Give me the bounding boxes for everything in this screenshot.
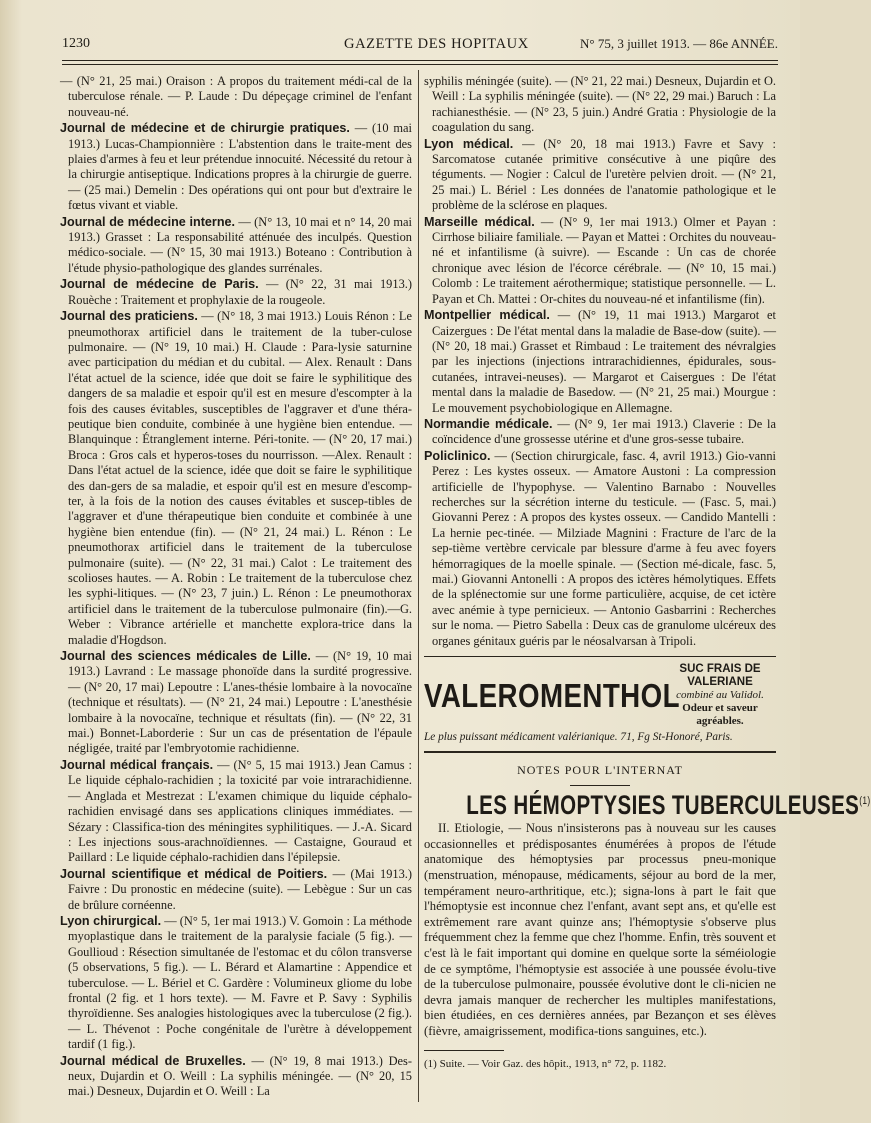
column-separator [418,70,419,1102]
entry-text: — (N° 20, 18 mai 1913.) Favre et Savy : Sarcomatose cutanée primitive consécutive à une piqûre des téguments. — Nogier : Calcul de l'uretère pelvien droit. — (N° 21, 25 mai.) L. Bériel : Les données de l'anatomie pathologique et le problème de la sclérose en plaques. [432,136,776,213]
journal-name: Journal médical français. [60,757,214,772]
right_column-entry [424,137,776,214]
right-column [424,74,871,1071]
left_column-entry [60,914,412,1053]
journal-name: Policlinico. [424,448,491,463]
ad-line-2: combiné au Validol. [676,689,764,702]
footnote-ref: (1) [859,794,871,807]
journal-name: Normandie médicale. [424,416,553,431]
ad-line-1: SUC FRAIS DE VALERIANE [679,663,761,689]
entry-text: — (Mai 1913.) Faivre : Du pronostic en médecine (suite). — Lebègue : Sur un cas de brûlure cornéenne. [68,866,412,912]
entry-text: — (N° 5, 1er mai 1913.) V. Gomoin : La méthode myoplastique dans le traitement de la paralysie faciale (5 fig.). — Goullioud : Résection simultanée de l'estomac et du côlon transverse (5 observations, 5 fig.). — L. Bérard et Alamartine : Appendice et tuberculose. — L. Bériel et C. Gardère : Volumineux gliome du lobe frontal (2 fig. et 1 hors texte). — M. Favre et P. Savy : Syphilis thyroïdienne. Ses analogies histologiques avec la tuberculose (2 fig.). — L. Thévenot : Poche congénitale de l'urètre à développement tardif (1 fig.). [68,913,412,1052]
section-rule [424,751,776,753]
page-number: 1230 [62,36,90,51]
right_column-entry [424,74,776,136]
journal-name: Montpellier médical. [424,308,550,323]
journal-name: Journal des sciences médicales de Lille. [60,649,311,664]
footnote-rule [424,1050,504,1051]
notes-section-title: NOTES POUR L'INTERNAT [517,763,683,778]
article-title-text: LES HÉMOPTYSIES TUBERCULEUSES [466,789,860,820]
journal-name: Journal de médecine interne. [60,214,236,229]
ad-line-3: Odeur et saveur agréables. [682,702,758,728]
journal-title: GAZETTE DES HOPITAUX [344,36,529,52]
left_column-entry [60,1054,412,1100]
entry-text: — (N° 18, 3 mai 1913.) Louis Rénon : Le pneumothorax artificiel dans le traitement de la tuber-culose pulmonaire. — (N° 19, 10 mai.) H. Claude : Para-lysie saturnine avec participation du médian et du cubital. — Alex. Renault : Dans l'état actuel de la science, idée que doit se faire le syphilitique des dangers de sa maladie et espoir qu'il est en mesure d'escompter à la fois des causes évitables, susceptibles de l'aggraver et d'une théra-peutique bien conduite, combinée à une hygiène bien entendue. — Blanquinque : Étranglement interne. Péri-tonite. — (N° 20, 17 mai.) Broca : Gros cals et hyperos-toses du nourrisson. —Alex. Renault : Dans l'état actuel de la science, idée que doit se faire le syphilitique des dan-gers de sa maladie, et espoir qu'il est en mesure d'escomp-ter, à la fois de la notion des causes évitables et suscep-tibles de l'aggraver et d'une thérapeutique bien conduite et combinée à une hygiène bien entendue (fin). — (N° 21, 24 mai.) L. Rénon : Le pneumothorax artificiel dans le traitement de la tuberculose pulmonaire (suite). — (N° 22, 31 mai.) Calot : Le traitement des scolioses hautes. — A. Robin : Le traitement de la tuberculose chez les syphi-litiques. — (N° 23, 7 juin.) L. Rénon : Le pneumothorax artificiel dans le traitement de la tuberculose pulmonaire (fin).—G. Weber : Vibrance artérielle et manchette explora-trice dans la maladie d'Hogdson. [68,309,412,647]
left-column [60,74,412,1101]
left_column-entry [60,277,412,308]
ad-brand: VALEROMENTHOL [424,676,680,714]
ad-details [664,663,776,728]
issue-info: N° 75, 3 juillet 1913. — 86e ANNÉE. [579,36,778,51]
left_column-entry [60,758,412,866]
entry-text: — (N° 5, 15 mai 1913.) Jean Camus : Le liquide céphalo-rachidien ; la toxicité par voie intrarachidienne. — Anglada et Mestrezat : L'examen chimique du liquide céphalo-rachidien envisagé dans ses applications cliniques immédiates. — Sézary : Classifica-tion des méningites syphilitiques. — J.-A. Sicard : Les injections sous-arachnoïdiennes. — Castaigne, Gouraud et Paillard : Le liquide céphalo-rachidien dans l'épilepsie. [68,757,412,865]
right_column-entry [424,308,776,416]
page-header [62,36,778,56]
entry-text: — (N° 19, 11 mai 1913.) Margarot et Caizergues : De l'état mental dans la maladie de Base-dow (suite). — (N° 20, 18 mai.) Grasset et Rimbaud : Le traitement des névralgies par les injections (injections intrarachidiennes, épidurales, sous-cutanées, intravei-neuses). — Margarot et Caisergues : De l'état mental dans la maladie de Basedow. — (N° 21, 25 mai.) Mourgue : Le mouvement psychobiologique en Allemagne. [432,308,776,415]
left_column-entry [60,215,412,277]
journal-name: Journal de médecine de Paris. [60,277,259,292]
right_column-entry [424,215,776,307]
entry-text: — (N° 9, 1er mai 1913.) Claverie : De la coïncidence d'une grossesse utérine et d'une gros-sesse tubaire. [432,416,776,447]
left_column-entry [60,74,412,120]
left_column-entry [60,649,412,757]
entry-text: — (N° 21, 25 mai.) Oraison : A propos du traitement médi-cal de la tuberculose rénale. — P. Laude : Du dépeçage criminel de l'enfant nouveau-né. [60,74,412,119]
short-rule [570,785,630,786]
article-paragraph: II. Etiologie, — Nous n'insisterons pas à nouveau sur les causes occasionnelles et prédisposantes énumérées à propos de l'étude anatomique des hémoptysies par processus pneu-monique (menstruation, ménopause, médicaments, séjour au bord de la mer, tempérament neuro-arthritique, etc.); signa-lons à part le fait que l'hémoptysie est inconnue chez l'enfant, avant sept ans, et qu'elle est extrêmement rare avant quinze ans; l'hémoptysie s'observe plus fréquemment chez la femme que chez l'homme. Enfin, très souvent et c'est là le fait important qui domine en quelque sorte la séméiologie de ce symptôme, l'hémoptysie est associée à une poussée évolu-tive de la tuberculose pulmonaire, poussée évolutive dont le cli-nicien ne devra jamais manquer de rechercher les multiples manifestations, bien étudiées, en ces dernières années, par Bezançon et ses élèves (fièvre, amaigrissement, modifica-tions sanguines, etc.). [424,821,776,1038]
journal-name: Journal des praticiens. [60,309,198,324]
entry-text: syphilis méningée (suite). — (N° 21, 22 mai.) Desneux, Dujardin et O. Weill : La syphilis méningée (suite). — (N° 22, 29 mai.) Baruch : La rachianesthésie. — (N° 23, 5 juin.) André Gratia : Physiologie de la coagulation du sang. [424,74,776,135]
entry-text: — (N° 19, 10 mai 1913.) Lavrand : Le massage phonoïde dans la surdité progressive. — (N° 20, 17 mai) Lepoutre : L'anes-thésie lombaire à la novocaïne (technique et résultats). — (N° 21, 24 mai.) Lepoutre : L'anesthésie lombaire à la novocaïne, technique et résultats (fin). — (N° 22, 31 mai.) Bonnet-Laborderie : Sur un cas de présentation de l'épaule négligée, traité par l'embryotomie rachidienne. [68,649,412,756]
left_column-entry [60,121,412,213]
right_column-entry [424,417,776,448]
entry-text: — (N° 13, 10 mai et n° 14, 20 mai 1913.) Grasset : La responsabilité atténuée des inculpés. Question médico-sociale. — (N° 15, 30 mai 1913.) Boteano : Contribution à l'étude physio-pathologique des glandes surrénales. [68,214,412,275]
advertisement [424,656,776,745]
entry-text: — (N° 9, 1er mai 1913.) Olmer et Payan : Cirrhose biliaire familiale. — Payan et Mattei : Orchites du nouveau-né et infantilisme (à suivre). — Escande : Un cas de chorée chronique avec lésion de l'écorce cérébrale. — (N° 10, 15 mai.) Colomb : Le traitement aérothermique; statistique personnelle. — L. Payan et Ch. Mattei : Or-chites du nouveau-né et infantilisme (fin). [432,214,776,306]
journal-name: Journal médical de Bruxelles. [60,1053,246,1068]
entry-text: — (10 mai 1913.) Lucas-Championnière : L'abstention dans le traite-ment des plaies d'armes à feu et leur prétendue innocuité. Nécessité du retour à la chirurgie antiseptique. Indications propres à la chirurgie de guerre. — (25 mai.) Demelin : Des opérations qui ont pour but d'extraire le fœtus vivant et viable. [68,121,412,213]
journal-name: Journal de médecine et de chirurgie pratiques. [60,121,350,136]
article-title [466,789,871,820]
journal-name: Lyon chirurgical. [60,913,162,928]
left_column-entry [60,309,412,648]
header-rule-2 [62,64,778,65]
journal-name: Lyon médical. [424,136,514,151]
ad-tagline: Le plus puissant médicament valérianique. 71, Fg St-Honoré, Paris. [424,731,733,744]
journal-name: Journal scientifique et médical de Poitiers. [60,866,328,881]
header-rule [62,60,778,61]
left_column-entry [60,867,412,913]
entry-text: — (N° 22, 31 mai 1913.) Rouèche : Traitement et prophylaxie de la rougeole. [68,277,412,307]
journal-name: Marseille médical. [424,214,535,229]
right-column-entries [424,74,776,649]
entry-text: — (Section chirurgicale, fasc. 4, avril 1913.) Gio-vanni Perez : Les kystes osseux. — Amatore Austoni : La compression artificielle de l'hypophyse. — Valentino Barnabo : Nouvelles recherches sur la sécrétion interne du testicule. — (Fasc. 5, mai.) Giovanni Perez : A propos des kystes osseux. — Candido Mantelli : La hernie pec-tinée. — Milziade Magnini : Fracture de l'arc de la sep-tième vertèbre cervicale par blessure d'arme à feu avec foyers hémorragiques de la moelle spinale. — (Section mé-dicale, fasc. 5, mai.) Giovanni Antonelli : A propos des ictères hémolytiques. Effets de la splénectomie sur une forme particulière, acquise, de cet ictère avec anémie à type pernicieux. — Antonio Gasbarrini : Recherches sur le noma. — Pietro Sabella : Deux cas de granulome ulcéreux des organes génitaux guéris par le néosalvarsan à Tripoli. [432,448,776,648]
footnote: (1) Suite. — Voir Gaz. des hôpit., 1913, n° 72, p. 1182. [424,1057,667,1070]
entry-text: — (N° 19, 8 mai 1913.) Des-neux, Dujardin et O. Weill : La syphilis méningée. — (N° 20, 15 mai.) Desneux, Dujardin et O. Weill : La [68,1053,412,1099]
right_column-entry [424,449,776,649]
